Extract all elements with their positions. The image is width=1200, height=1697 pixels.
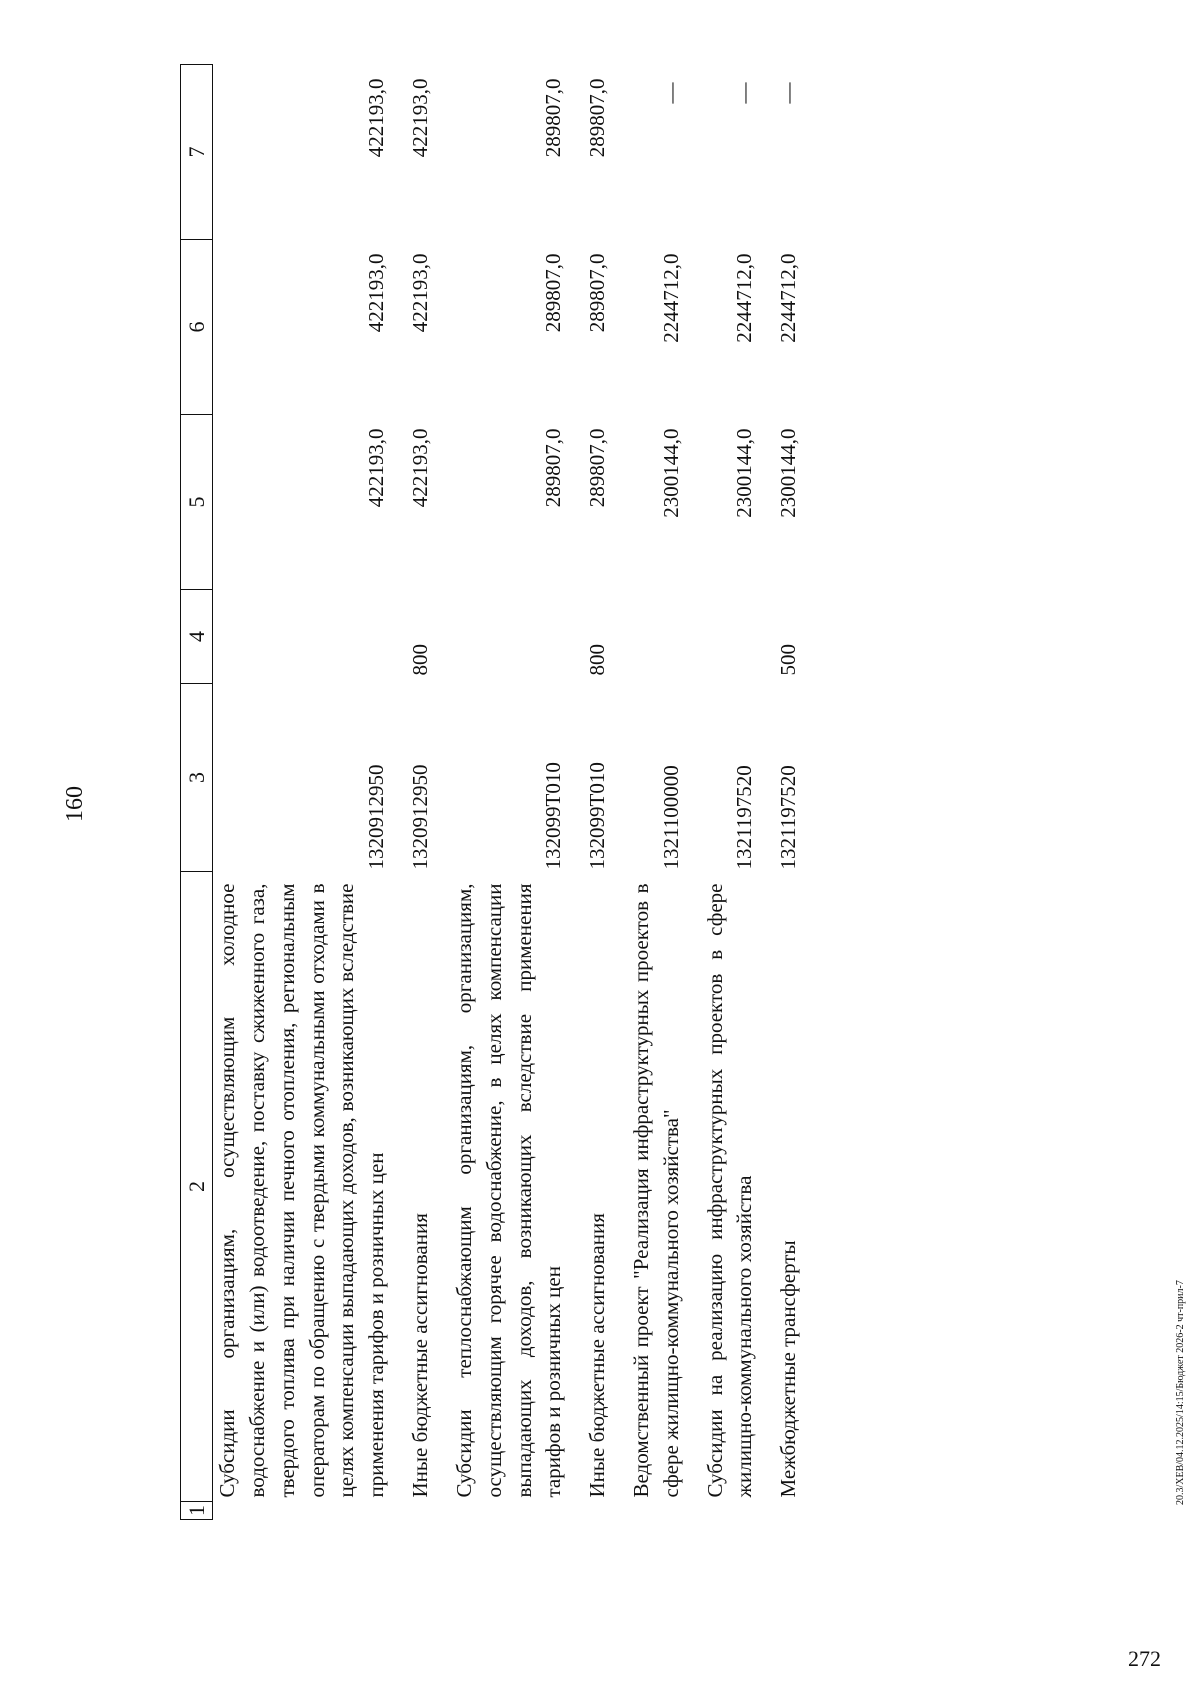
row-code: 1321197520 bbox=[776, 765, 801, 870]
table-row bbox=[774, 65, 804, 1520]
row-vr: 500 bbox=[776, 644, 801, 676]
header-col-4: 4 bbox=[181, 590, 213, 684]
budget-table bbox=[180, 64, 804, 1520]
table-row bbox=[213, 65, 392, 1520]
row-value-6: 2244712,0 bbox=[732, 253, 757, 343]
table-row bbox=[450, 65, 569, 1520]
row-value-7: — bbox=[732, 82, 757, 104]
row-value-5: 2300144,0 bbox=[732, 428, 757, 518]
row-value-6: 289807,0 bbox=[541, 253, 566, 333]
row-name: Субсидии теплоснабжающим организациям, организациям, осуществляющим горячее водоснабжение, в целях компенсации выпадающих доходов, возникающих вследствие применения тарифов и розничных цен bbox=[451, 883, 566, 1498]
row-value-6: 2244712,0 bbox=[776, 253, 801, 343]
row-code: 1320912950 bbox=[408, 764, 433, 870]
table-row bbox=[627, 65, 687, 1520]
row-value-5: 289807,0 bbox=[585, 428, 610, 508]
row-value-6: 289807,0 bbox=[585, 253, 610, 333]
header-col-2: 2 bbox=[181, 872, 213, 1502]
row-code: 1320912950 bbox=[364, 764, 389, 870]
row-name: Субсидии организациям, осуществляющим холодное водоснабжение и (или) водоотведение, поставку сжиженного газа, твердого топлива при наличии печного отопления, региональным операторам по обращению с твердыми коммунальными отходами в целях компенсации выпадающих доходов, возникающих вследствие применения тарифов и розничных цен bbox=[215, 883, 389, 1498]
header-col-6: 6 bbox=[181, 240, 213, 415]
row-value-7: — bbox=[776, 82, 801, 104]
row-name: Иные бюджетные ассигнования bbox=[585, 1213, 610, 1498]
row-value-7: 289807,0 bbox=[541, 78, 566, 158]
row-vr bbox=[213, 590, 392, 684]
budget-table-container bbox=[180, 65, 1080, 1520]
row-vr bbox=[450, 590, 569, 684]
row-value-7: 289807,0 bbox=[585, 78, 610, 158]
header-col-7: 7 bbox=[181, 65, 213, 240]
header-row bbox=[181, 65, 213, 1520]
header-col-1: 1 bbox=[181, 1502, 213, 1520]
table-row bbox=[406, 65, 436, 1520]
row-value-5: 2300144,0 bbox=[658, 428, 683, 518]
row-value-5: 289807,0 bbox=[541, 428, 566, 508]
row-value-6: 422193,0 bbox=[408, 253, 433, 333]
row-vr bbox=[627, 590, 687, 684]
row-value-7: — bbox=[658, 82, 683, 104]
footer-code: 20.3/ХЕВ/04.12.2025/14:15/Бюджет 2026-2 чт-прил-7 bbox=[1175, 1280, 1186, 1505]
header-col-5: 5 bbox=[181, 415, 213, 590]
row-value-6: 2244712,0 bbox=[658, 253, 683, 343]
row-value-6: 422193,0 bbox=[364, 253, 389, 333]
row-name: Иные бюджетные ассигнования bbox=[408, 1213, 433, 1498]
row-value-7: 422193,0 bbox=[364, 78, 389, 158]
table-row bbox=[701, 65, 761, 1520]
row-name: Ведомственный проект "Реализация инфраструктурных проектов в сфере жилищно-коммунального хозяйства" bbox=[628, 883, 683, 1498]
row-code: 1321100000 bbox=[658, 765, 683, 870]
row-value-5: 422193,0 bbox=[364, 428, 389, 508]
row-value-7: 422193,0 bbox=[408, 78, 433, 158]
header-col-3: 3 bbox=[181, 684, 213, 872]
bottom-page-number: 272 bbox=[1128, 1646, 1161, 1671]
row-name: Межбюджетные трансферты bbox=[776, 1240, 801, 1498]
row-code: 132099Т010 bbox=[541, 762, 566, 870]
page-number: 160 bbox=[62, 786, 88, 822]
row-value-5: 422193,0 bbox=[408, 428, 433, 508]
row-code: 132099Т010 bbox=[585, 762, 610, 870]
row-vr: 800 bbox=[585, 644, 610, 676]
row-name: Субсидии на реализацию инфраструктурных проектов в сфере жилищно-коммунального хозяйства bbox=[702, 883, 757, 1498]
row-code: 1321197520 bbox=[732, 765, 757, 870]
row-vr bbox=[701, 590, 761, 684]
row-value-5: 2300144,0 bbox=[776, 428, 801, 518]
table-row bbox=[583, 65, 613, 1520]
row-vr: 800 bbox=[408, 644, 433, 676]
